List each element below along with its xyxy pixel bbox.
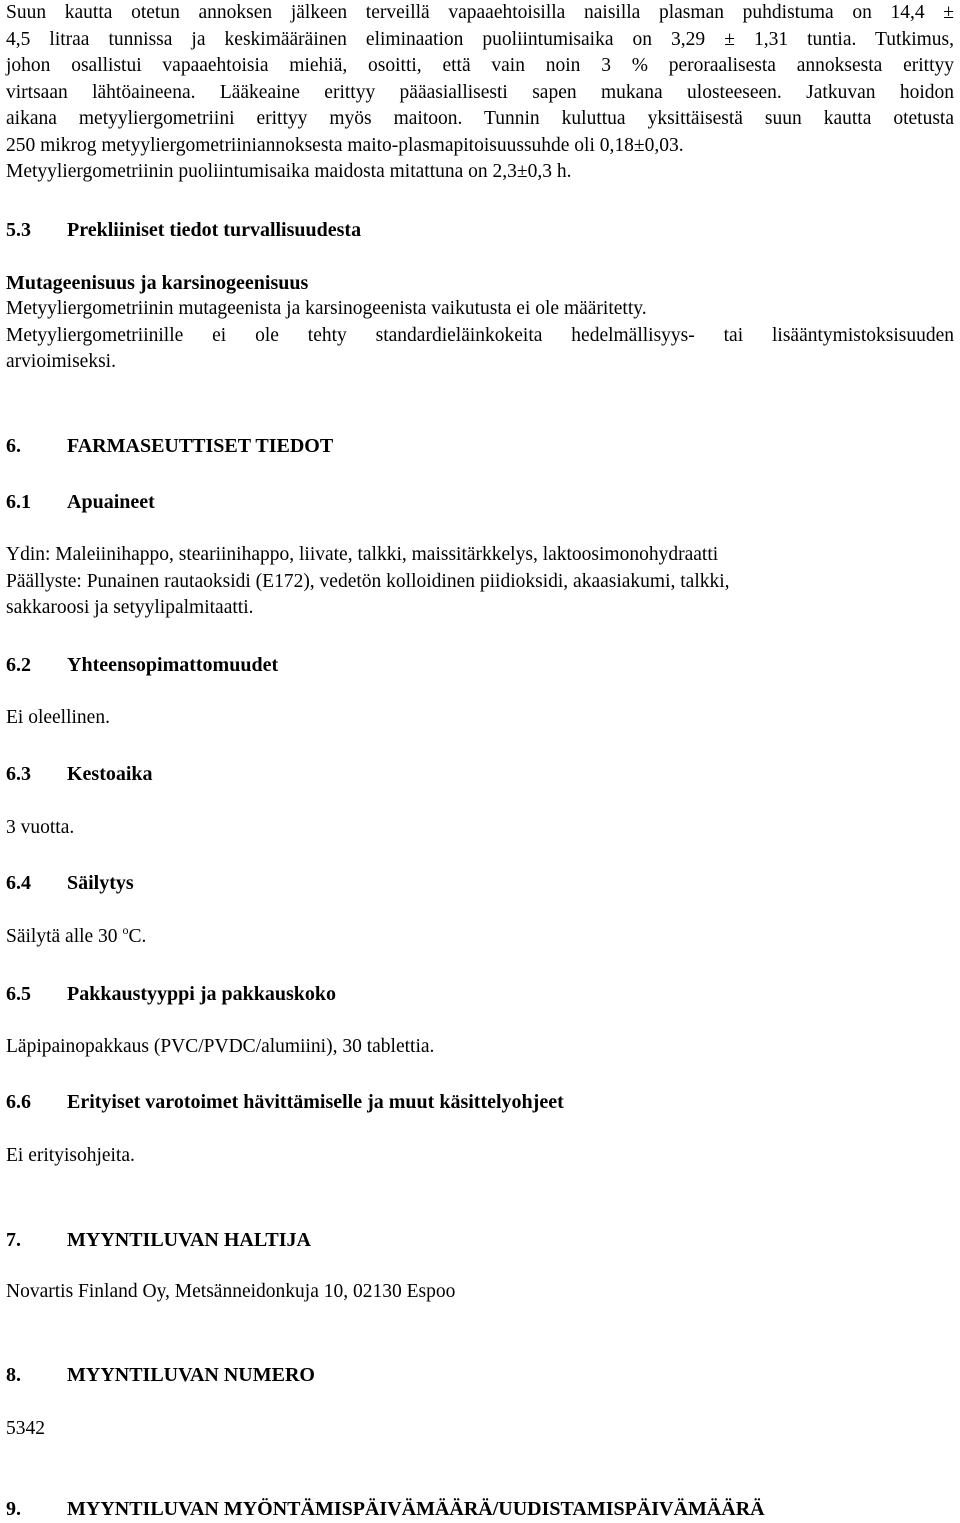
text-line: 4,5 litraa tunnissa ja keskimääräinen eliminaation puoliintumisaika on 3,29 ± 1,31 tuntia. Tutkimus, xyxy=(6,28,954,50)
section-title: Yhteensopimattomuudet xyxy=(67,654,279,676)
text-line: 3 vuotta. xyxy=(6,817,75,838)
section-6-4-body xyxy=(6,924,954,951)
text-line: arvioimiseksi. xyxy=(6,351,116,372)
section-title: FARMASEUTTISET TIEDOT xyxy=(67,435,334,457)
section-title: Säilytys xyxy=(67,872,134,894)
section-number: 7. xyxy=(6,1229,21,1251)
section-title: Prekliiniset tiedot turvallisuudesta xyxy=(67,219,362,241)
section-6-heading xyxy=(6,433,954,459)
section-9-heading xyxy=(6,1496,954,1522)
text-line: sakkaroosi ja setyylipalmitaatti. xyxy=(6,597,254,618)
section-5-3-subheading xyxy=(6,270,954,296)
section-number: 6.5 xyxy=(6,983,31,1005)
subheading: Mutageenisuus ja karsinogeenisuus xyxy=(6,272,309,294)
text-line: Novartis Finland Oy, Metsänneidonkuja 10, 02130 Espoo xyxy=(6,1281,456,1302)
text-line: Ydin: Maleiinihappo, steariinihappo, liivate, talkki, maissitärkkelys, laktoosimonohydraatti xyxy=(6,544,719,565)
section-number: 6.3 xyxy=(6,763,31,785)
section-6-3-heading xyxy=(6,761,954,787)
section-number: 6.1 xyxy=(6,491,31,513)
text-line: Suun kautta otetun annoksen jälkeen terveillä vapaaehtoisilla naisilla plasman puhdistuma on 14,4 ± xyxy=(6,2,954,23)
intro-paragraph xyxy=(6,0,954,186)
section-6-3-body xyxy=(6,815,954,842)
text-line: virtsaan lähtöaineena. Lääkeaine erittyy pääasiallisesti sapen mukana ulosteeseen. Jatkuvan hoidon xyxy=(6,81,954,103)
text-line: Läpipainopakkaus (PVC/PVDC/alumiini), 30 tablettia. xyxy=(6,1036,435,1057)
section-title: MYYNTILUVAN NUMERO xyxy=(67,1364,315,1386)
section-title: MYYNTILUVAN MYÖNTÄMISPÄIVÄMÄÄRÄ/UUDISTAMISPÄIVÄMÄÄRÄ xyxy=(67,1498,765,1520)
section-title: MYYNTILUVAN HALTIJA xyxy=(67,1229,311,1251)
section-6-5-body xyxy=(6,1034,954,1061)
section-6-6-heading xyxy=(6,1089,954,1115)
text-line: aikana metyyliergometriini erittyy myös maitoon. Tunnin kuluttua yksittäisestä suun kautta otetusta xyxy=(6,108,954,129)
section-5-3-body xyxy=(6,296,954,376)
section-title: Kestoaika xyxy=(67,763,153,785)
section-6-2-heading xyxy=(6,652,954,678)
section-6-5-heading xyxy=(6,981,954,1007)
text-line: Ei erityisohjeita. xyxy=(6,1145,135,1166)
section-7-body xyxy=(6,1279,954,1306)
text-line xyxy=(6,924,954,951)
text-line: Metyyliergometriinin puoliintumisaika maidosta mitattuna on 2,3±0,3 h. xyxy=(6,161,572,182)
section-number: 6.2 xyxy=(6,654,31,676)
text-line: Päällyste: Punainen rautaoksidi (E172), vedetön kolloidinen piidioksidi, akaasiakumi, talkki, xyxy=(6,570,730,592)
storage-unit: C. xyxy=(128,926,147,947)
text-line: Metyyliergometriinin mutageenista ja karsinogeenista vaikutusta ei ole määritetty. xyxy=(6,298,647,319)
text-line: 250 mikrog metyyliergometriiniannoksesta maito-plasmapitoisuussuhde oli 0,18±0,03. xyxy=(6,134,684,156)
section-8-body xyxy=(6,1416,954,1443)
section-number: 6.6 xyxy=(6,1091,31,1113)
section-title: Apuaineet xyxy=(67,491,155,513)
section-number: 8. xyxy=(6,1364,21,1386)
section-number: 6. xyxy=(6,435,21,457)
text-line: johon osallistui vapaaehtoisia miehiä, osoitti, että vain noin 3 % peroraalisesta annoksesta erittyy xyxy=(6,55,954,76)
section-8-heading xyxy=(6,1362,954,1388)
section-number: 9. xyxy=(6,1498,21,1520)
degree-superscript: o xyxy=(122,923,129,937)
section-title: Pakkaustyyppi ja pakkauskoko xyxy=(67,983,337,1005)
section-7-heading xyxy=(6,1227,954,1253)
section-number: 5.3 xyxy=(6,219,31,241)
text-line: Ei oleellinen. xyxy=(6,707,110,728)
section-6-2-body xyxy=(6,705,954,732)
section-title: Erityiset varotoimet hävittämiselle ja muut käsittelyohjeet xyxy=(67,1091,564,1113)
section-6-4-heading xyxy=(6,870,954,896)
section-number: 6.4 xyxy=(6,872,31,894)
section-6-1-heading xyxy=(6,489,954,515)
storage-text: Säilytä alle 30 xyxy=(6,926,123,947)
text-line: Metyyliergometriinille ei ole tehty standardieläinkokeita hedelmällisyys- tai lisääntymistoksisuuden xyxy=(6,324,954,346)
section-5-3-heading xyxy=(6,217,954,243)
text-line: 5342 xyxy=(6,1418,45,1439)
section-6-6-body xyxy=(6,1143,954,1170)
section-6-1-body xyxy=(6,542,954,622)
